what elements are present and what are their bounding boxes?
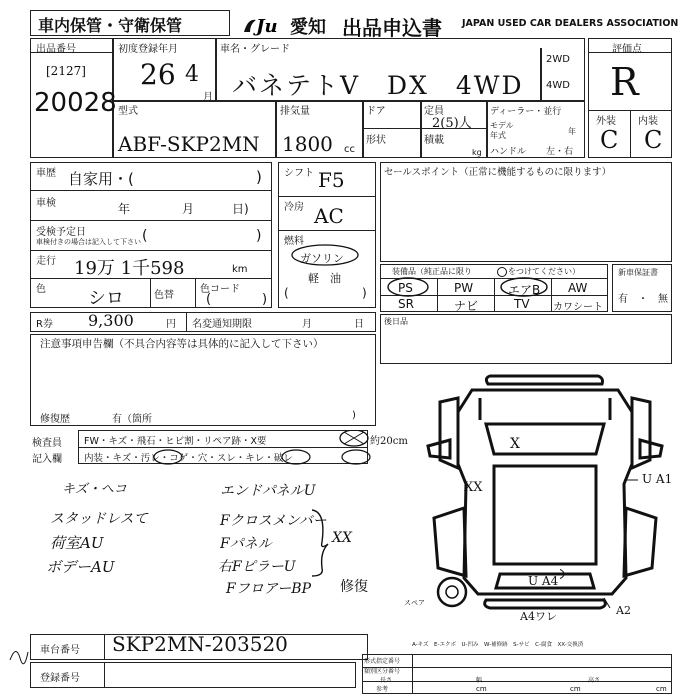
equip-sr: SR bbox=[398, 297, 414, 311]
shift-value: F5 bbox=[318, 168, 345, 192]
interior-label: 内装 bbox=[638, 116, 658, 127]
inspection-month: 月 bbox=[182, 202, 195, 216]
diagram-mark-a4-crack: A4ワレ bbox=[520, 610, 557, 623]
note-body-au: ボデーAU bbox=[46, 558, 115, 576]
inspection-label: 車検 bbox=[36, 198, 56, 209]
spec-unit-2: cm bbox=[570, 685, 581, 693]
spec-reference-label: 参考 bbox=[376, 686, 389, 693]
handle-label: ハンドル bbox=[490, 147, 527, 157]
spec-unit-3: cm bbox=[656, 685, 667, 693]
color-label: 色 bbox=[36, 284, 46, 295]
handle-options: 左・右 bbox=[546, 147, 574, 157]
color-value: シロ bbox=[88, 288, 124, 309]
note-f-crossmember: Fクロスメンバー bbox=[220, 513, 327, 529]
inspector-side-note: 約20cm bbox=[370, 436, 408, 447]
repair-label: 修復歴 bbox=[40, 414, 70, 425]
inspector-label-2: 記入欄 bbox=[32, 454, 62, 465]
diagram-mark-x: X bbox=[510, 436, 520, 452]
note-studless: スタッドレスて bbox=[50, 511, 148, 527]
equip-aw: AW bbox=[568, 281, 588, 295]
model-value: バネテトV DX 4WD bbox=[232, 71, 524, 100]
repair-has: 有（箇所 bbox=[112, 414, 152, 425]
recycle-value: 9,300 bbox=[88, 311, 134, 330]
diagram-arrows bbox=[560, 470, 660, 620]
spare-label: スペア bbox=[404, 599, 425, 607]
equip-navi: ナビ bbox=[454, 299, 479, 313]
model-label: 車名・グレード bbox=[220, 44, 290, 55]
year-unit: 年 bbox=[568, 127, 576, 136]
recycle-unit: 円 bbox=[166, 319, 176, 330]
note-f-floor: FフロアーBP bbox=[226, 581, 312, 597]
cc-value: 1800 bbox=[282, 132, 333, 156]
equipment-label: 装備品（純正品に限り bbox=[392, 267, 472, 276]
note-cargo-au: 荷室AU bbox=[50, 534, 104, 552]
type-value: ABF-SKP2MN bbox=[118, 132, 260, 156]
registration-label: 登録番号 bbox=[40, 673, 80, 684]
aircon-label: 冷房 bbox=[284, 202, 304, 213]
deadline-day: 日 bbox=[354, 319, 364, 330]
aircon-value: AC bbox=[314, 204, 344, 228]
fuel-label: 燃料 bbox=[284, 236, 304, 247]
rear-items-label: 後日品 bbox=[384, 317, 408, 326]
color-code-open: ( bbox=[206, 292, 212, 307]
cc-label: 排気量 bbox=[280, 106, 310, 117]
cc-unit: cc bbox=[344, 144, 355, 155]
inspector-row-1: FW・キズ・飛石・ヒビ割・リペア跡・X要 bbox=[84, 436, 267, 447]
load-unit: kg bbox=[472, 148, 482, 157]
inspector-circle-marks bbox=[78, 430, 378, 466]
logo-text: 愛知 bbox=[290, 17, 326, 38]
aicon-logo-icon bbox=[240, 14, 290, 36]
form-title: 出品申込書 bbox=[342, 16, 442, 40]
bracket-mark bbox=[308, 508, 332, 578]
equip-ps: PS bbox=[398, 281, 413, 295]
warranty-label: 新車保証書 bbox=[618, 268, 658, 277]
exterior-label: 外装 bbox=[596, 116, 616, 127]
recycle-label: R券 bbox=[36, 319, 53, 330]
grade-label: 評価点 bbox=[612, 44, 642, 55]
shift-label: シフト bbox=[284, 168, 314, 179]
fuel-close-paren: ) bbox=[362, 286, 367, 300]
receipt-label: 受検予定日 bbox=[36, 227, 86, 238]
diagram-mark-ua4: U A4 bbox=[528, 574, 559, 588]
registration-scribble bbox=[6, 638, 30, 678]
equip-airbag: エアB bbox=[508, 283, 541, 297]
spec-unit-1: cm bbox=[476, 685, 487, 693]
color-code-close: ) bbox=[262, 292, 268, 307]
rear-items-box bbox=[380, 314, 672, 364]
equipment-label-2: をつけてください） bbox=[508, 267, 580, 276]
chassis-label: 車台番号 bbox=[40, 645, 80, 656]
color-code-label: 色コード bbox=[200, 284, 240, 295]
first-reg-year: 26 bbox=[140, 58, 176, 91]
deadline-label: 名変通知期限 bbox=[192, 319, 252, 330]
receipt-note: 車検付きの場合は記入して下さい bbox=[36, 238, 141, 246]
equip-pw: PW bbox=[454, 281, 474, 295]
equipment-circle-marks bbox=[380, 276, 608, 298]
inspection-year: 年 bbox=[118, 202, 131, 216]
mileage-value: 19万 1千598 bbox=[74, 258, 185, 279]
receipt-open: ( bbox=[142, 228, 148, 244]
dealer-label: ディーラー・並行 bbox=[490, 107, 562, 117]
spec-category-label: 類別区分番号 bbox=[364, 668, 401, 675]
mileage-unit: km bbox=[232, 264, 248, 275]
note-scratch-dent: キズ・へコ bbox=[62, 482, 127, 497]
equip-tv: TV bbox=[514, 297, 530, 311]
doors-label: ドア bbox=[366, 106, 386, 117]
storage-stamp-text: 車内保管・守衛保管 bbox=[38, 16, 183, 35]
grade-value: R bbox=[610, 60, 639, 104]
history-label: 車歴 bbox=[36, 168, 56, 179]
diagram-mark-a2: A2 bbox=[616, 604, 631, 617]
warranty-options: 有 ・ 無 bbox=[618, 294, 668, 305]
color-change-label: 色替 bbox=[154, 290, 174, 301]
history-value: 自家用・( bbox=[68, 170, 134, 188]
type-label: 型式 bbox=[118, 106, 138, 117]
damage-legend: A-キズ E-エクボ U-凹み W-補修跡 S-サビ C-腐食 XX-交換済 bbox=[412, 642, 584, 648]
spec-length-label: 長さ bbox=[380, 677, 393, 684]
spec-width-label: 幅 bbox=[476, 677, 483, 684]
note-end-panel: エンドパネルU bbox=[220, 483, 316, 499]
lot-small-number: [2127] bbox=[46, 64, 86, 78]
spec-height-label: 高さ bbox=[588, 677, 601, 684]
svg-text:Ju: Ju bbox=[256, 16, 278, 36]
gasoline-circle-mark bbox=[290, 243, 360, 267]
association-name: JAPAN USED CAR DEALERS ASSOCIATION bbox=[462, 18, 679, 29]
equip-kawa-seat: カワシート bbox=[553, 302, 603, 313]
first-reg-label: 初度登録年月 bbox=[118, 44, 178, 55]
inspector-row-2: 内装・キズ・汚レ・コゲ・穴・スレ・キレ・破レ bbox=[84, 453, 293, 464]
repair-close: ) bbox=[352, 410, 356, 421]
shape-label: 形状 bbox=[366, 135, 386, 146]
note-rf-pillar: 右FピラーU bbox=[218, 559, 296, 575]
fuel-open-paren: ( bbox=[284, 286, 289, 300]
note-f-panel: Fパネル bbox=[220, 536, 272, 552]
option-4wd: 4WD bbox=[546, 80, 570, 91]
spec-type-label: 形式指定番号 bbox=[364, 658, 401, 665]
fuel-gasoline: ガソリン bbox=[300, 252, 344, 265]
diagram-mark-ua1: U A1 bbox=[642, 472, 673, 486]
note-repair-mark: 修復 bbox=[340, 579, 368, 595]
option-2wd: 2WD bbox=[546, 54, 570, 65]
lot-label: 出品番号 bbox=[36, 44, 76, 55]
sales-point-label: セールスポイント（正常に機能するものに限ります） bbox=[384, 167, 612, 178]
capacity-label: 定員 bbox=[424, 106, 444, 117]
receipt-close: ) bbox=[256, 228, 262, 244]
load-label: 積載 bbox=[424, 135, 444, 146]
deadline-month: 月 bbox=[302, 319, 312, 330]
mileage-label: 走行 bbox=[36, 256, 56, 267]
inspector-label-1: 検査員 bbox=[32, 438, 62, 449]
capacity-value: 2(5)人 bbox=[432, 116, 472, 131]
fuel-diesel: 軽 油 bbox=[308, 272, 341, 285]
month-unit: 月 bbox=[203, 92, 213, 103]
model-year-label: モデル bbox=[490, 121, 514, 130]
note-xx-mark: XX bbox=[332, 530, 352, 546]
spec-reference-box bbox=[362, 654, 672, 694]
first-reg-month: 4 bbox=[185, 62, 199, 87]
inspection-day: 日) bbox=[232, 202, 249, 216]
model-year-sub: 年式 bbox=[490, 131, 506, 140]
lot-number: 20028 bbox=[34, 88, 117, 118]
exterior-grade: C bbox=[600, 126, 619, 154]
chassis-number: SKP2MN-203520 bbox=[112, 632, 288, 656]
notes-label: 注意事項申告欄（不具合内容等は具体的に記入して下さい） bbox=[40, 338, 324, 350]
interior-grade: C bbox=[644, 126, 663, 154]
diagram-mark-xx: XX bbox=[464, 480, 483, 495]
history-close: ) bbox=[256, 168, 262, 186]
